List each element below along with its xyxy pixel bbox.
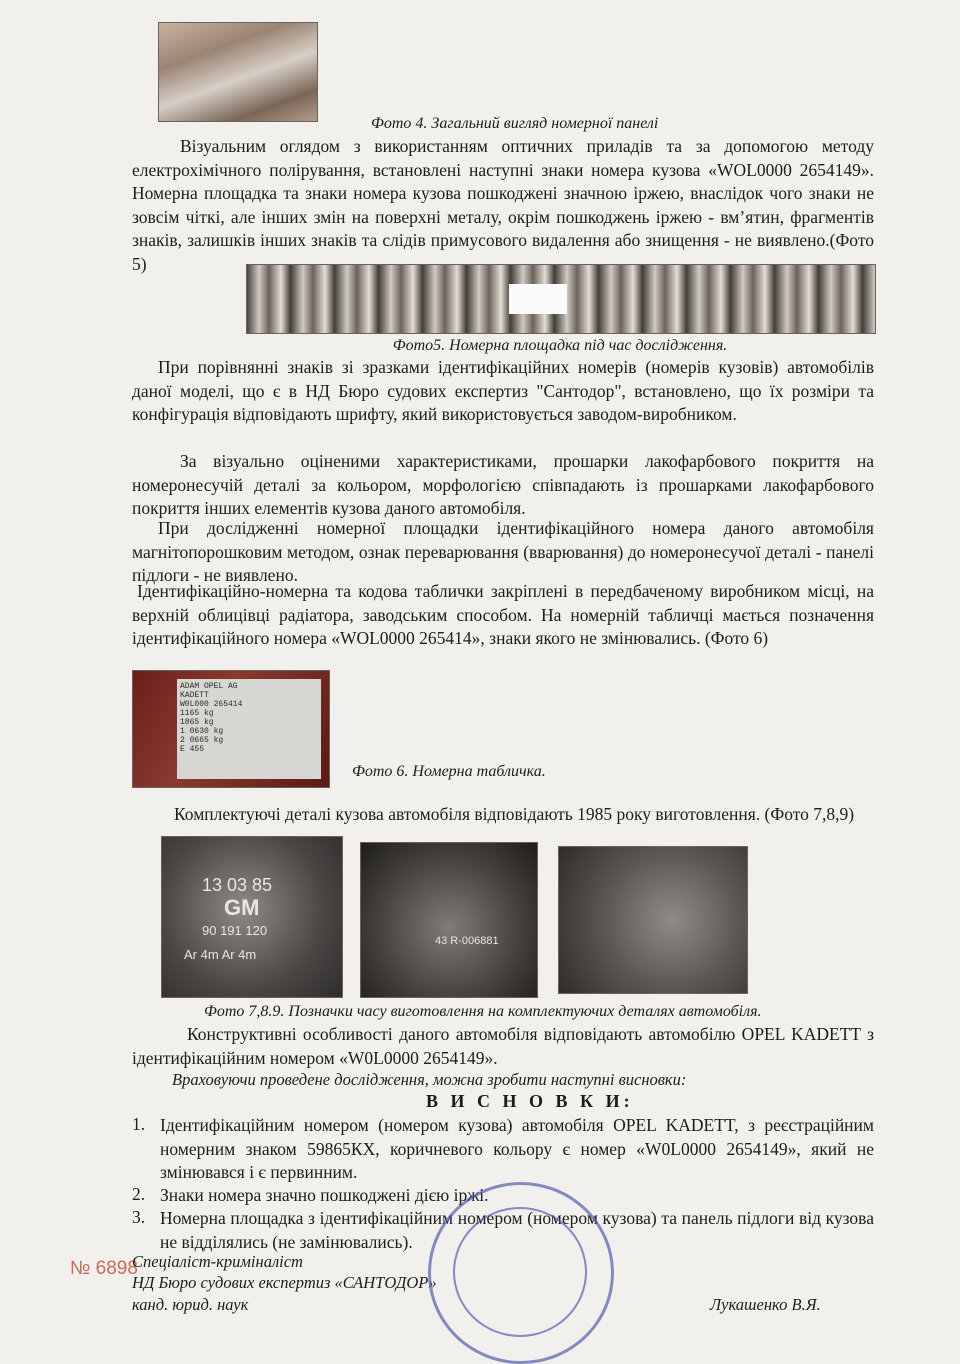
- signature-name: Лукашенко В.Я.: [710, 1295, 821, 1314]
- registration-number: № 6898: [70, 1258, 138, 1279]
- conclusions-heading: В И С Н О В К И:: [426, 1091, 634, 1111]
- conclusion-2: Знаки номера значно пошкоджені дією іржі.: [160, 1185, 489, 1205]
- conclusion-1-number: 1.: [132, 1114, 146, 1134]
- redaction-box: [509, 284, 567, 314]
- photo-number-panel: [158, 22, 318, 122]
- official-seal-stamp: [428, 1182, 614, 1364]
- photo-number-area: [246, 264, 876, 334]
- paragraph-plates: Ідентифікаційно-номерна та кодова таблички закріплені в передбаченому виробником місці, на верхній облицівці радіатора, заводським способом. На номерній табличці мається позначення ідентифікаційного номера «WOL0000 265414», знаки якого не змінювались. (Фото 6): [132, 581, 874, 648]
- paragraph-magnetic-method: При дослідженні номерної площадки ідентифікаційного номера даного автомобіля магнітопорошковим методом, ознак переварювання (вварювання) до номеронесучої деталі - панелі підлоги - не виявлено.: [132, 518, 874, 585]
- signature-degree: канд. юрид. наук: [132, 1295, 249, 1314]
- plate-text: ADAM OPEL AG KADETT W0L000 265414 1165 kg 1865 kg 1 0630 kg 2 0665 kg E 455: [177, 679, 321, 779]
- photo-9-part-mark: [558, 846, 748, 994]
- photo-8-glass-mark: 43 R-006881: [360, 842, 538, 998]
- signature-organization: НД Бюро судових експертиз «САНТОДОР»: [132, 1273, 437, 1292]
- caption-photo-5: Фото5. Номерна площадка під час дослідження.: [392, 337, 728, 354]
- caption-photo-789: Фото 7,8.9. Позначки часу виготовлення на комплектуючих деталях автомобіля.: [204, 1003, 762, 1020]
- paragraph-paint-layers: За візуально оціненими характеристиками, прошарки лакофарбового покриття на номеронесучій деталі за кольором, морфологією співпадають із прошарками лакофарбового покриття інших елементів кузова даного автомобіля.: [132, 451, 874, 518]
- paragraph-comparison: При порівнянні знаків зі зразками ідентифікаційних номерів (номерів кузовів) автомобілів даної моделі, що є в НД Бюро судових експертиз "Сантодор", встановлено, що їх розміри та конфігурація відповідають шрифту, який використовується заводом-виробником.: [132, 357, 874, 424]
- conclusion-1: Ідентифікаційним номером (номером кузова) автомобіля OPEL KADETT, з реєстраційним номерним знаком 59865КХ, коричневого кольору є номер «W0L0000 2654149», який не змінювався і є первинним.: [160, 1115, 874, 1182]
- caption-photo-6: Фото 6. Номерна табличка.: [352, 763, 546, 780]
- photo-id-plate: [132, 670, 330, 788]
- paragraph-design-features: Конструктивні особливості даного автомобіля відповідають автомобілю OPEL KADETT з ідентифікаційним номером «W0L0000 2654149».: [132, 1024, 874, 1068]
- conclusion-3-number: 3.: [132, 1207, 146, 1227]
- paragraph-visual-inspection: Візуальним оглядом з використанням оптичних приладів та за допомогою методу електрохімічного полірування, встановлені наступні знаки номера кузова «WOL0000 2654149». Номерна площадка та знаки номера кузова пошкоджені значною іржею, внаслідок чого знаки не зовсім чіткі, але інших змін на поверхні металу, окрім пошкоджень іржею - вм’ятин, фрагментів знаків, залишків інших знаків та слідів примусового видалення або знищення - не виявлено.(Фото 5): [132, 136, 874, 274]
- caption-photo-4: Фото 4. Загальний вигляд номерної панелі: [371, 115, 659, 132]
- paragraph-conclusion-intro: Враховуючи проведене дослідження, можна зробити наступні висновки:: [172, 1070, 687, 1089]
- conclusion-2-number: 2.: [132, 1184, 146, 1204]
- signature-title: Спеціаліст-криміналіст: [132, 1252, 303, 1271]
- paragraph-components: Комплектуючі деталі кузова автомобіля відповідають 1985 року виготовлення. (Фото 7,8,9): [174, 804, 855, 824]
- conclusion-3: Номерна площадка з ідентифікаційним номером (номером кузова) та панель підлоги від кузова не відділялись (не замінювались).: [160, 1208, 874, 1252]
- photo-7-seatbelt-label: 13 03 85 GM 90 191 120 Ar 4m Ar 4m: [161, 836, 343, 998]
